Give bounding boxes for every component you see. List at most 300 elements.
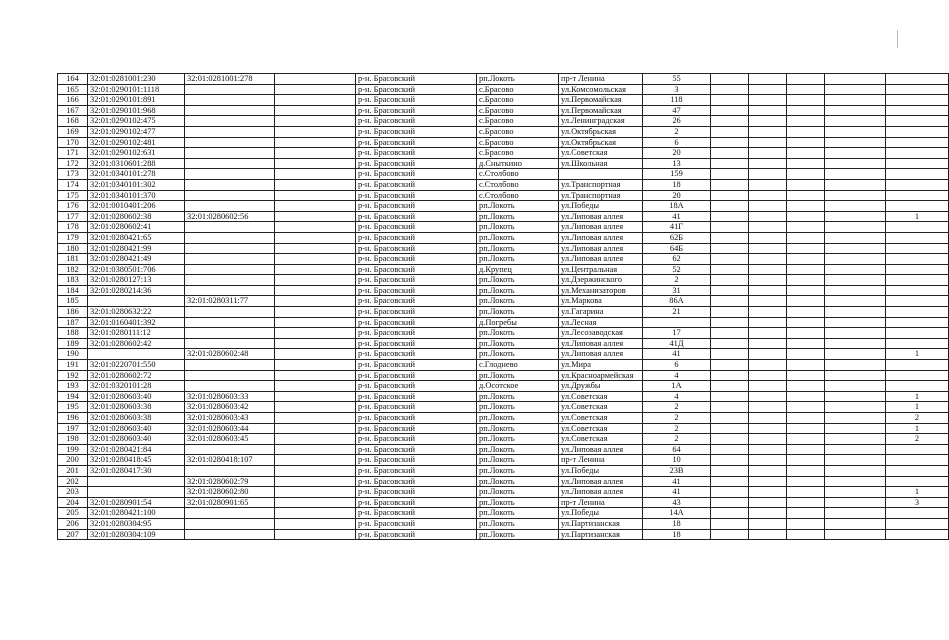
cadastral-number: [88, 349, 185, 360]
street-cell: ул.Партизанская: [559, 529, 643, 540]
building-cadastral-number: [185, 95, 275, 106]
row-number: 165: [58, 84, 88, 95]
mark-cell: [886, 370, 949, 381]
district-cell: р-н. Брасовский: [356, 126, 477, 137]
table-row: [58, 84, 949, 95]
mark-cell: 1: [886, 487, 949, 498]
house-number: 14А: [643, 508, 711, 519]
building-cadastral-number: [185, 232, 275, 243]
empty-cell: [711, 423, 749, 434]
empty-cell: [825, 370, 886, 381]
empty-cell: [749, 317, 787, 328]
empty-cell: [749, 190, 787, 201]
empty-cell: [825, 222, 886, 233]
empty-cell: [825, 317, 886, 328]
empty-cell: [275, 179, 356, 190]
cadastral-number: 32:01:0340101:278: [88, 169, 185, 180]
house-number: 18: [643, 179, 711, 190]
empty-cell: [749, 360, 787, 371]
table-row: [58, 402, 949, 413]
street-cell: ул.Победы: [559, 508, 643, 519]
empty-cell: [787, 487, 825, 498]
empty-cell: [749, 444, 787, 455]
empty-cell: [711, 508, 749, 519]
empty-cell: [749, 211, 787, 222]
house-number: 41Д: [643, 338, 711, 349]
cadastral-number: 32:01:0280304:95: [88, 518, 185, 529]
empty-cell: [711, 179, 749, 190]
row-number: 194: [58, 391, 88, 402]
house-number: 4: [643, 370, 711, 381]
row-number: 177: [58, 211, 88, 222]
street-cell: ул.Липовая аллея: [559, 232, 643, 243]
empty-cell: [275, 232, 356, 243]
mark-cell: 2: [886, 434, 949, 445]
empty-cell: [711, 95, 749, 106]
building-cadastral-number: [185, 465, 275, 476]
table-row: [58, 391, 949, 402]
empty-cell: [275, 169, 356, 180]
table-row: [58, 190, 949, 201]
building-cadastral-number: [185, 105, 275, 116]
mark-cell: 1: [886, 423, 949, 434]
locality-cell: рп.Локоть: [477, 487, 559, 498]
district-cell: р-н. Брасовский: [356, 391, 477, 402]
street-cell: ул.Дружбы: [559, 381, 643, 392]
empty-cell: [711, 84, 749, 95]
empty-cell: [787, 190, 825, 201]
mark-cell: [886, 232, 949, 243]
empty-cell: [749, 148, 787, 159]
empty-cell: [825, 349, 886, 360]
empty-cell: [825, 105, 886, 116]
building-cadastral-number: [185, 275, 275, 286]
empty-cell: [711, 158, 749, 169]
empty-cell: [825, 243, 886, 254]
table-row: [58, 518, 949, 529]
house-number: 18: [643, 518, 711, 529]
street-cell: ул.Липовая аллея: [559, 476, 643, 487]
street-cell: ул.Липовая аллея: [559, 349, 643, 360]
cadastral-number: 32:01:0310601:288: [88, 158, 185, 169]
empty-cell: [711, 487, 749, 498]
mark-cell: 1: [886, 402, 949, 413]
table-row: [58, 158, 949, 169]
empty-cell: [787, 497, 825, 508]
empty-cell: [787, 402, 825, 413]
district-cell: р-н. Брасовский: [356, 179, 477, 190]
building-cadastral-number: 32:01:0280603:45: [185, 434, 275, 445]
cadastral-number: 32:01:0290102:477: [88, 126, 185, 137]
locality-cell: рп.Локоть: [477, 296, 559, 307]
cadastral-number: 32:01:0290101:1118: [88, 84, 185, 95]
locality-cell: рп.Локоть: [477, 529, 559, 540]
row-number: 169: [58, 126, 88, 137]
district-cell: р-н. Брасовский: [356, 423, 477, 434]
row-number: 176: [58, 201, 88, 212]
street-cell: ул.Советская: [559, 413, 643, 424]
house-number: 10: [643, 455, 711, 466]
registry-rows: [58, 74, 949, 540]
mark-cell: [886, 116, 949, 127]
house-number: 26: [643, 116, 711, 127]
row-number: 188: [58, 328, 88, 339]
locality-cell: с.Столбово: [477, 179, 559, 190]
empty-cell: [749, 243, 787, 254]
empty-cell: [749, 232, 787, 243]
empty-cell: [825, 487, 886, 498]
locality-cell: рп.Локоть: [477, 201, 559, 212]
empty-cell: [787, 105, 825, 116]
empty-cell: [787, 126, 825, 137]
street-cell: пр-т Ленина: [559, 497, 643, 508]
house-number: 47: [643, 105, 711, 116]
street-cell: ул.Советская: [559, 148, 643, 159]
mark-cell: [886, 243, 949, 254]
empty-cell: [787, 360, 825, 371]
locality-cell: с.Брасово: [477, 137, 559, 148]
district-cell: р-н. Брасовский: [356, 74, 477, 85]
table-row: [58, 179, 949, 190]
empty-cell: [711, 413, 749, 424]
building-cadastral-number: [185, 254, 275, 265]
empty-cell: [787, 413, 825, 424]
empty-cell: [787, 370, 825, 381]
mark-cell: [886, 264, 949, 275]
district-cell: р-н. Брасовский: [356, 455, 477, 466]
mark-cell: [886, 190, 949, 201]
empty-cell: [749, 116, 787, 127]
empty-cell: [275, 402, 356, 413]
house-number: 62: [643, 254, 711, 265]
empty-cell: [749, 529, 787, 540]
cadastral-number: 32:01:0280602:38: [88, 211, 185, 222]
empty-cell: [749, 201, 787, 212]
house-number: 20: [643, 148, 711, 159]
mark-cell: 2: [886, 413, 949, 424]
house-number: 41: [643, 476, 711, 487]
empty-cell: [787, 275, 825, 286]
row-number: 173: [58, 169, 88, 180]
street-cell: ул.Советская: [559, 391, 643, 402]
mark-cell: [886, 328, 949, 339]
empty-cell: [275, 126, 356, 137]
empty-cell: [825, 254, 886, 265]
empty-cell: [787, 391, 825, 402]
empty-cell: [711, 402, 749, 413]
district-cell: р-н. Брасовский: [356, 328, 477, 339]
street-cell: ул.Транспортная: [559, 190, 643, 201]
empty-cell: [825, 190, 886, 201]
row-number: 184: [58, 285, 88, 296]
locality-cell: рп.Локоть: [477, 370, 559, 381]
house-number: 64Б: [643, 243, 711, 254]
table-row: [58, 74, 949, 85]
building-cadastral-number: 32:01:0280901:65: [185, 497, 275, 508]
table-row: [58, 476, 949, 487]
empty-cell: [749, 285, 787, 296]
building-cadastral-number: [185, 190, 275, 201]
empty-cell: [711, 232, 749, 243]
mark-cell: [886, 444, 949, 455]
empty-cell: [825, 285, 886, 296]
empty-cell: [787, 201, 825, 212]
house-number: 41: [643, 487, 711, 498]
district-cell: р-н. Брасовский: [356, 190, 477, 201]
empty-cell: [275, 148, 356, 159]
empty-cell: [825, 529, 886, 540]
empty-cell: [275, 434, 356, 445]
row-number: 190: [58, 349, 88, 360]
empty-cell: [749, 254, 787, 265]
empty-cell: [825, 497, 886, 508]
row-number: 172: [58, 158, 88, 169]
district-cell: р-н. Брасовский: [356, 285, 477, 296]
empty-cell: [825, 381, 886, 392]
district-cell: р-н. Брасовский: [356, 232, 477, 243]
cadastral-number: 32:01:0280111:12: [88, 328, 185, 339]
empty-cell: [825, 413, 886, 424]
house-number: 20: [643, 190, 711, 201]
table-row: [58, 465, 949, 476]
empty-cell: [711, 285, 749, 296]
cadastral-number: [88, 487, 185, 498]
district-cell: р-н. Брасовский: [356, 444, 477, 455]
building-cadastral-number: [185, 179, 275, 190]
table-row: [58, 508, 949, 519]
building-cadastral-number: [185, 243, 275, 254]
district-cell: р-н. Брасовский: [356, 243, 477, 254]
empty-cell: [711, 190, 749, 201]
house-number: 64: [643, 444, 711, 455]
district-cell: р-н. Брасовский: [356, 434, 477, 445]
street-cell: ул.Липовая аллея: [559, 487, 643, 498]
cadastral-number: 32:01:0280417:30: [88, 465, 185, 476]
building-cadastral-number: [185, 381, 275, 392]
cadastral-number: [88, 296, 185, 307]
empty-cell: [711, 137, 749, 148]
cadastral-number: 32:01:0280901:54: [88, 497, 185, 508]
district-cell: р-н. Брасовский: [356, 296, 477, 307]
cadastral-number: 32:01:0280421:49: [88, 254, 185, 265]
empty-cell: [749, 338, 787, 349]
building-cadastral-number: 32:01:0280603:42: [185, 402, 275, 413]
locality-cell: рп.Локоть: [477, 285, 559, 296]
table-row: [58, 497, 949, 508]
district-cell: р-н. Брасовский: [356, 338, 477, 349]
mark-cell: [886, 254, 949, 265]
row-number: 180: [58, 243, 88, 254]
empty-cell: [711, 328, 749, 339]
registry-sheet: [57, 73, 949, 540]
row-number: 187: [58, 317, 88, 328]
empty-cell: [749, 328, 787, 339]
building-cadastral-number: 32:01:0281001:278: [185, 74, 275, 85]
table-row: [58, 201, 949, 212]
district-cell: р-н. Брасовский: [356, 254, 477, 265]
district-cell: р-н. Брасовский: [356, 84, 477, 95]
table-row: [58, 169, 949, 180]
cadastral-number: 32:01:0010401:206: [88, 201, 185, 212]
locality-cell: рп.Локоть: [477, 275, 559, 286]
empty-cell: [787, 349, 825, 360]
cadastral-number: 32:01:0280602:72: [88, 370, 185, 381]
locality-cell: с.Брасово: [477, 84, 559, 95]
house-number: 118: [643, 95, 711, 106]
empty-cell: [749, 402, 787, 413]
locality-cell: с.Брасово: [477, 116, 559, 127]
house-number: 86А: [643, 296, 711, 307]
mark-cell: [886, 529, 949, 540]
table-row: [58, 444, 949, 455]
empty-cell: [275, 444, 356, 455]
empty-cell: [825, 338, 886, 349]
district-cell: р-н. Брасовский: [356, 105, 477, 116]
street-cell: ул.Комсомольская: [559, 84, 643, 95]
table-row: [58, 116, 949, 127]
row-number: 205: [58, 508, 88, 519]
cadastral-number: 32:01:0290101:968: [88, 105, 185, 116]
empty-cell: [749, 105, 787, 116]
row-number: 197: [58, 423, 88, 434]
building-cadastral-number: [185, 137, 275, 148]
street-cell: пр-т Ленина: [559, 74, 643, 85]
empty-cell: [275, 518, 356, 529]
district-cell: р-н. Брасовский: [356, 402, 477, 413]
mark-cell: [886, 201, 949, 212]
locality-cell: рп.Локоть: [477, 423, 559, 434]
street-cell: ул.Первомайская: [559, 105, 643, 116]
street-cell: ул.Транспортная: [559, 179, 643, 190]
district-cell: р-н. Брасовский: [356, 137, 477, 148]
street-cell: ул.Первомайская: [559, 95, 643, 106]
house-number: 55: [643, 74, 711, 85]
empty-cell: [749, 518, 787, 529]
empty-cell: [711, 391, 749, 402]
cadastral-number: 32:01:0280304:109: [88, 529, 185, 540]
row-number: 203: [58, 487, 88, 498]
empty-cell: [749, 391, 787, 402]
district-cell: р-н. Брасовский: [356, 349, 477, 360]
district-cell: р-н. Брасовский: [356, 275, 477, 286]
house-number: [643, 317, 711, 328]
street-cell: ул.Мира: [559, 360, 643, 371]
empty-cell: [787, 243, 825, 254]
house-number: 2: [643, 402, 711, 413]
empty-cell: [749, 487, 787, 498]
building-cadastral-number: [185, 338, 275, 349]
building-cadastral-number: [185, 518, 275, 529]
empty-cell: [275, 116, 356, 127]
street-cell: [559, 169, 643, 180]
row-number: 164: [58, 74, 88, 85]
cadastral-number: 32:01:0280421:84: [88, 444, 185, 455]
empty-cell: [825, 444, 886, 455]
building-cadastral-number: [185, 307, 275, 318]
empty-cell: [275, 254, 356, 265]
empty-cell: [711, 201, 749, 212]
empty-cell: [275, 349, 356, 360]
building-cadastral-number: [185, 169, 275, 180]
mark-cell: [886, 338, 949, 349]
row-number: 206: [58, 518, 88, 529]
cadastral-number: 32:01:0290102:481: [88, 137, 185, 148]
mark-cell: [886, 275, 949, 286]
empty-cell: [825, 508, 886, 519]
district-cell: р-н. Брасовский: [356, 518, 477, 529]
row-number: 166: [58, 95, 88, 106]
house-number: 4: [643, 391, 711, 402]
empty-cell: [787, 158, 825, 169]
mark-cell: [886, 84, 949, 95]
empty-cell: [749, 508, 787, 519]
mark-cell: [886, 381, 949, 392]
empty-cell: [749, 126, 787, 137]
mark-cell: [886, 158, 949, 169]
district-cell: р-н. Брасовский: [356, 529, 477, 540]
empty-cell: [787, 179, 825, 190]
mark-cell: [886, 105, 949, 116]
building-cadastral-number: [185, 529, 275, 540]
cadastral-number: 32:01:0280214:36: [88, 285, 185, 296]
locality-cell: рп.Локоть: [477, 497, 559, 508]
table-row: [58, 455, 949, 466]
building-cadastral-number: [185, 222, 275, 233]
street-cell: ул.Октябрьская: [559, 137, 643, 148]
table-row: [58, 328, 949, 339]
building-cadastral-number: 32:01:0280603:43: [185, 413, 275, 424]
locality-cell: рп.Локоть: [477, 402, 559, 413]
row-number: 192: [58, 370, 88, 381]
empty-cell: [711, 222, 749, 233]
empty-cell: [825, 84, 886, 95]
table-row: [58, 338, 949, 349]
cadastral-number: 32:01:0280421:100: [88, 508, 185, 519]
cadastral-number: 32:01:0280603:40: [88, 423, 185, 434]
district-cell: р-н. Брасовский: [356, 307, 477, 318]
building-cadastral-number: [185, 317, 275, 328]
row-number: 191: [58, 360, 88, 371]
cadastral-number: 32:01:0280632:22: [88, 307, 185, 318]
empty-cell: [825, 434, 886, 445]
building-cadastral-number: [185, 201, 275, 212]
district-cell: р-н. Брасовский: [356, 158, 477, 169]
empty-cell: [275, 497, 356, 508]
empty-cell: [749, 264, 787, 275]
cadastral-number: 32:01:0280421:65: [88, 232, 185, 243]
row-number: 200: [58, 455, 88, 466]
empty-cell: [749, 275, 787, 286]
district-cell: р-н. Брасовский: [356, 476, 477, 487]
row-number: 167: [58, 105, 88, 116]
street-cell: ул.Липовая аллея: [559, 444, 643, 455]
empty-cell: [275, 307, 356, 318]
row-number: 181: [58, 254, 88, 265]
street-cell: ул.Липовая аллея: [559, 243, 643, 254]
locality-cell: рп.Локоть: [477, 222, 559, 233]
table-row: [58, 381, 949, 392]
house-number: 52: [643, 264, 711, 275]
table-row: [58, 285, 949, 296]
empty-cell: [749, 222, 787, 233]
building-cadastral-number: [185, 116, 275, 127]
house-number: 23В: [643, 465, 711, 476]
empty-cell: [711, 497, 749, 508]
mark-cell: [886, 137, 949, 148]
street-cell: ул.Центральная: [559, 264, 643, 275]
empty-cell: [825, 211, 886, 222]
mark-cell: [886, 508, 949, 519]
